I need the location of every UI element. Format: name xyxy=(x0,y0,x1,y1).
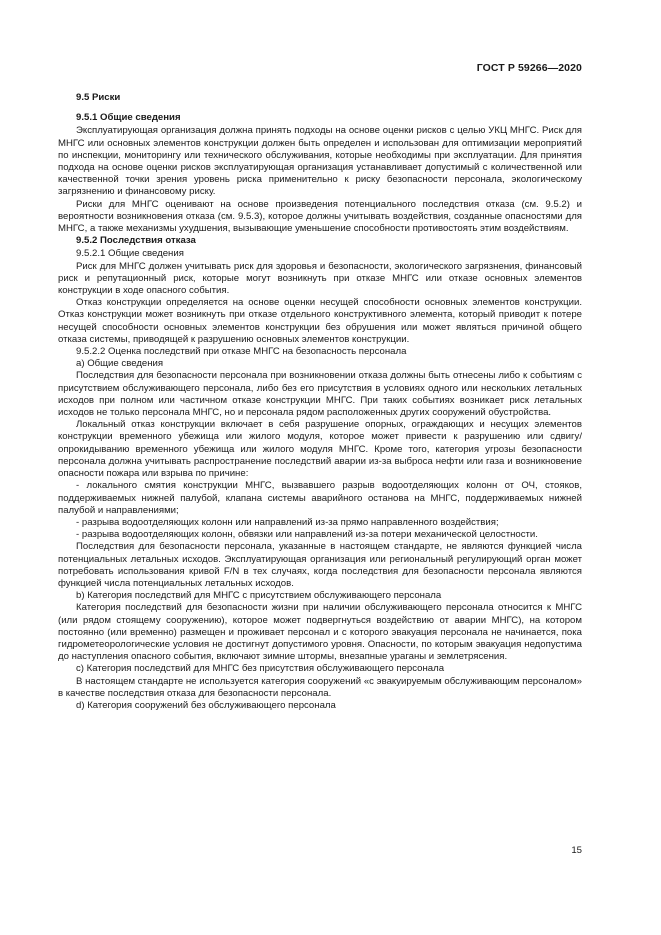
section-heading-9-5-1: 9.5.1 Общие сведения xyxy=(76,112,181,124)
page-body xyxy=(58,92,582,712)
paragraph: В настоящем стандарте не используется категория сооружений «с эвакуируемым обслуживающим персоналом» в качестве последствия отказа для безопасности персонала. xyxy=(58,675,582,699)
subsection-heading-9-5-2-2: 9.5.2.2 Оценка последствий при отказе МНГС на безопасность персонала xyxy=(76,346,407,358)
paragraph: Последствия для безопасности персонала при возникновении отказа должны быть отнесены либо к событиям с присутствием обслуживающего персонала, либо без его присутствия в условиях одного или нескольких летальных исходов при полном или частичном отказе конструкции МНГС. При таких событиях возникает риск летальных исходов не только персонала МНГС, но и персонала рядом расположенных других сооружений обустройства. xyxy=(58,370,582,419)
paragraph: Категория последствий для безопасности жизни при наличии обслуживающего персонала относится к МНГС (или рядом стоящему сооружению), которое может подвергнуться воздействию от аварии МНГС), на котором постоянно (или временно) размещен и проживает персонал и с которого эвакуация персонала не начинается, пока гидрометеорологические условия не достигнут допустимого уровня. Опасности, по которым эвакуация недопустима до наступления опасного события, включают зимние штормы, внезапные ураганы и землетрясения. xyxy=(58,602,582,663)
page-number: 15 xyxy=(571,845,582,856)
list-item-b: b) Категория последствий для МНГС с присутствием обслуживающего персонала xyxy=(76,590,442,602)
paragraph: Эксплуатирующая организация должна принять подходы на основе оценки рисков с целью УКЦ МНГС. Риск для МНГС или основных элементов конструкции должен быть определен и использован для оптимизации мероприятий по инспекции, мониторингу или технического обслуживания, которые необходимы при эксплуатации. Для принятия подхода на основе оценки рисков эксплуатирующая организация устанавливает допустимый с количественной или качественной точки зрения уровень риска применительно к риску безопасности персонала, экологическому загрязнению и финансовому риску. xyxy=(58,125,582,198)
section-heading-9-5-2: 9.5.2 Последствия отказа xyxy=(76,235,196,247)
paragraph: Отказ конструкции определяется на основе оценки несущей способности основных элементов конструкции. Отказ конструкции может возникнуть при отказе отдельного конструктивного элемента, который приводит к потере несущей способности основных элементов конструкции без обрушения или может являться причиной общего отказа системы, приводящей к разрушению основных элементов конструкции. xyxy=(58,297,582,345)
list-item-d: d) Категория сооружений без обслуживающего персонала xyxy=(76,699,336,711)
dash-list-item: - разрыва водоотделяющих колонн или направлений из-за прямо направленного воздействия; xyxy=(76,516,499,528)
paragraph: Риск для МНГС должен учитывать риск для здоровья и безопасности, экологического загрязнения, финансовый риск и репутационный риск, которые могут возникнуть при отказе МНГС или отказе основных элементов конструкции в ходе опасного события. xyxy=(58,260,582,297)
paragraph: Риски для МНГС оценивают на основе произведения потенциального последствия отказа (см. 9.5.2) и вероятности возникновения отказа (см. 9.5.3), которое должны учитывать воздействия, созданные опасностями для МНГС, а также механизмы ухудшения, вызывающие уменьшение способности противостоять этим воздействиям. xyxy=(58,198,582,235)
list-item-c: c) Категория последствий для МНГС без присутствия обслуживающего персонала xyxy=(76,663,445,675)
list-item-a: a) Общие сведения xyxy=(76,358,164,370)
dash-list-item: - разрыва водоотделяющих колонн, обвязки или направлений из-за потери механической целостности. xyxy=(76,529,538,541)
subsection-heading-9-5-2-1: 9.5.2.1 Общие сведения xyxy=(76,248,184,260)
paragraph: Локальный отказ конструкции включает в себя разрушение опорных, ограждающих и несущих элементов конструкции временного убежища или жилого модуля, которое может привести к разрушению или сдвигу/опрокидыванию временного убежища или жилого модуля МНГС. Кроме того, категория угрозы безопасности персонала должна учитывать распространение последствий аварии из-за выброса нефти или газа и возникновение опасности пожара или взрыва по причине: xyxy=(58,419,582,480)
standard-designation: ГОСТ Р 59266—2020 xyxy=(476,62,582,74)
paragraph: Последствия для безопасности персонала, указанные в настоящем стандарте, не являются функцией числа потенциальных летальных исходов. Эксплуатирующая организация или региональный регулирующий орган может потребовать использования кривой F/N в тех случаях, когда последствия для безопасности персонала являются функцией числа потенциальных летальных исходов. xyxy=(58,541,582,589)
dash-list-item: - локального смятия конструкции МНГС, вызвавшего разрыв водоотделяющих колонн от ОЧ, стояков, поддерживаемых нижней палубой, клапана системы аварийного останова на МНГС, поддерживаемых нижней палубой и направлениями; xyxy=(58,480,582,516)
section-heading-9-5: 9.5 Риски xyxy=(76,92,121,103)
